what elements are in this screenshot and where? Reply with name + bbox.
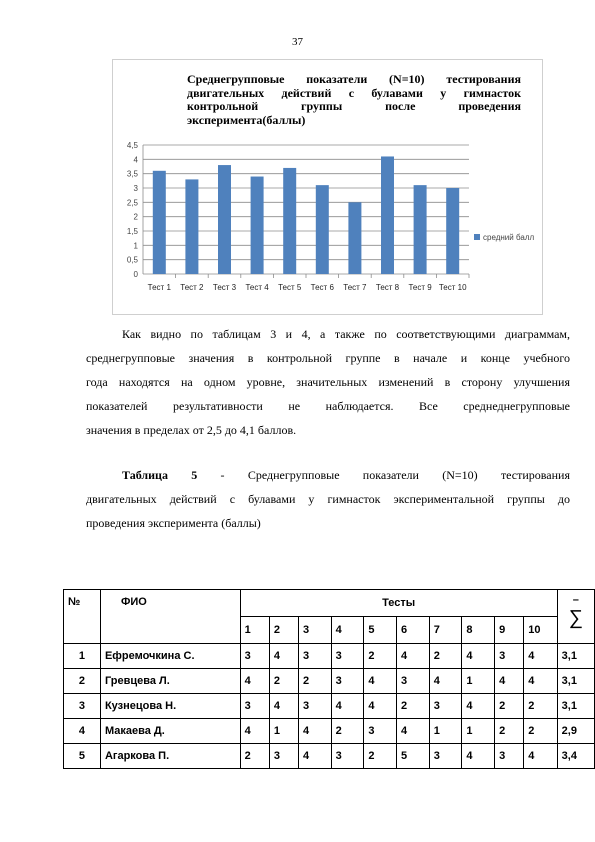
score-cell: 3 [331, 644, 364, 669]
y-tick-label: 3 [133, 184, 138, 193]
paragraph-line: Как видно по таблицам 3 и 4, а также по соответствующими диаграммам, [122, 327, 570, 341]
test-number-header: 1 [240, 617, 269, 644]
score-cell: 4 [495, 669, 524, 694]
bar [381, 156, 394, 274]
bar [316, 185, 329, 274]
table-row [64, 644, 595, 669]
sum-icon: ∑ [568, 607, 583, 629]
row-number: 1 [64, 644, 101, 669]
score-cell: 3 [269, 744, 298, 769]
header-tests: Тесты [240, 590, 557, 617]
header-mean-sum [557, 590, 594, 644]
score-cell: 3 [397, 669, 430, 694]
paragraph-line: значения в пределах от 2,5 до 4,1 баллов. [86, 423, 297, 437]
row-number: 2 [64, 669, 101, 694]
mean-cell: 3,4 [557, 744, 594, 769]
score-cell: 3 [298, 644, 331, 669]
score-cell: 1 [462, 669, 495, 694]
test-number-header: 3 [298, 617, 331, 644]
score-cell: 4 [364, 694, 397, 719]
y-tick-label: 0 [133, 270, 138, 279]
student-name: Гревцева Л. [100, 669, 240, 694]
score-cell: 2 [364, 744, 397, 769]
score-cell: 3 [240, 694, 269, 719]
legend-label: средний балл [483, 233, 535, 242]
body-paragraph [86, 322, 570, 442]
score-cell: 3 [298, 694, 331, 719]
score-cell: 2 [364, 644, 397, 669]
score-cell: 3 [331, 669, 364, 694]
score-cell: 4 [462, 694, 495, 719]
score-cell: 2 [269, 669, 298, 694]
y-tick-label: 1 [133, 241, 138, 251]
row-number: 3 [64, 694, 101, 719]
score-cell: 3 [429, 744, 462, 769]
score-cell: 2 [240, 744, 269, 769]
x-tick-label: Тест 7 [343, 283, 367, 292]
score-cell: 4 [240, 719, 269, 744]
score-cell: 1 [462, 719, 495, 744]
bar [218, 165, 231, 274]
table-row [64, 744, 595, 769]
score-cell: 2 [331, 719, 364, 744]
score-cell: 3 [240, 644, 269, 669]
score-cell: 4 [462, 744, 495, 769]
y-tick-label: 1,5 [126, 227, 138, 236]
bar [251, 177, 264, 274]
score-cell: 4 [269, 694, 298, 719]
table-caption [86, 463, 570, 535]
score-cell: 2 [397, 694, 430, 719]
score-cell: 4 [397, 644, 430, 669]
bar-chart [0, 0, 595, 320]
score-cell: 2 [524, 719, 557, 744]
caption-line [86, 463, 570, 487]
bar [446, 188, 459, 274]
mean-cell: 3,1 [557, 669, 594, 694]
score-cell: 3 [429, 694, 462, 719]
y-tick-label: 4,5 [126, 141, 138, 150]
score-cell: 4 [331, 694, 364, 719]
mean-cell: 3,1 [557, 694, 594, 719]
bar [414, 185, 427, 274]
test-number-header: 2 [269, 617, 298, 644]
score-cell: 4 [298, 744, 331, 769]
x-tick-label: Тест 2 [180, 283, 204, 292]
test-number-header: 7 [429, 617, 462, 644]
score-cell: 3 [331, 744, 364, 769]
score-cell: 1 [269, 719, 298, 744]
test-number-header: 4 [331, 617, 364, 644]
bar [185, 179, 198, 274]
chart-title-line: двигательных действий с булавами у гимнасток [187, 85, 521, 100]
paragraph-line: года находятся на одном уровне, значительных изменений в сторону улучшения [86, 375, 570, 389]
score-cell: 4 [429, 669, 462, 694]
test-number-header: 9 [495, 617, 524, 644]
mean-bar: – [572, 594, 579, 606]
x-tick-label: Тест 8 [375, 283, 400, 292]
score-cell: 3 [364, 719, 397, 744]
bar [153, 171, 166, 274]
score-cell: 2 [524, 694, 557, 719]
caption-line: проведения эксперимента (баллы) [86, 516, 261, 530]
caption-line: двигательных действий с булавами у гимнасток экспериментальной группы до [86, 492, 570, 506]
student-name: Ефремочкина С. [100, 644, 240, 669]
caption-label: Таблица 5 [122, 468, 198, 482]
row-number: 4 [64, 719, 101, 744]
x-tick-label: Тест 9 [408, 283, 432, 292]
chart-title-line: эксперимента(баллы) [187, 112, 306, 127]
score-cell: 2 [495, 719, 524, 744]
score-cell: 4 [269, 644, 298, 669]
score-cell: 2 [298, 669, 331, 694]
row-number: 5 [64, 744, 101, 769]
score-cell: 4 [524, 744, 557, 769]
page-number: 37 [292, 36, 303, 48]
mean-cell: 3,1 [557, 644, 594, 669]
paragraph-line: среднегрупповые значения в контрольной группе в начале и конце учебного [86, 351, 570, 365]
table-row [64, 669, 595, 694]
score-cell: 4 [298, 719, 331, 744]
student-name: Агаркова П. [100, 744, 240, 769]
score-cell: 4 [240, 669, 269, 694]
caption-text: - Среднегрупповые показатели (N=10) тестирования [197, 468, 570, 482]
score-cell: 4 [364, 669, 397, 694]
header-name: ФИО [100, 590, 240, 644]
score-cell: 2 [495, 694, 524, 719]
score-cell: 5 [397, 744, 430, 769]
y-tick-label: 2,5 [126, 198, 138, 208]
paragraph-line: показателей результативности не наблюдается. Все среднеднегрупповые [86, 399, 570, 413]
x-tick-label: Тест 3 [212, 283, 237, 292]
score-cell: 4 [524, 669, 557, 694]
results-table [63, 589, 595, 769]
test-number-header: 10 [524, 617, 557, 644]
score-cell: 2 [429, 644, 462, 669]
x-tick-label: Тест 4 [245, 283, 269, 292]
score-cell: 4 [397, 719, 430, 744]
x-tick-label: Тест 1 [147, 283, 171, 292]
y-tick-label: 4 [133, 155, 138, 165]
x-tick-label: Тест 5 [278, 283, 302, 292]
bar [348, 202, 361, 274]
x-tick-label: Тест 10 [438, 283, 467, 292]
legend-swatch [474, 234, 480, 240]
test-number-header: 6 [397, 617, 430, 644]
score-cell: 4 [462, 644, 495, 669]
chart-title-line: Среднегрупповые показатели (N=10) тестирования [187, 72, 521, 86]
chart-title-line: контрольной группы после проведения [187, 99, 521, 113]
table-row [64, 694, 595, 719]
table-row [64, 719, 595, 744]
score-cell: 1 [429, 719, 462, 744]
student-name: Кузнецова Н. [100, 694, 240, 719]
test-number-header: 5 [364, 617, 397, 644]
test-number-header: 8 [462, 617, 495, 644]
bar [283, 168, 296, 274]
y-tick-label: 3,5 [126, 169, 138, 179]
x-tick-label: Тест 6 [310, 283, 334, 292]
y-tick-label: 0,5 [126, 255, 138, 265]
score-cell: 4 [524, 644, 557, 669]
header-number: № [64, 590, 101, 644]
student-name: Макаева Д. [100, 719, 240, 744]
mean-cell: 2,9 [557, 719, 594, 744]
y-tick-label: 2 [133, 212, 138, 222]
score-cell: 3 [495, 644, 524, 669]
score-cell: 3 [495, 744, 524, 769]
